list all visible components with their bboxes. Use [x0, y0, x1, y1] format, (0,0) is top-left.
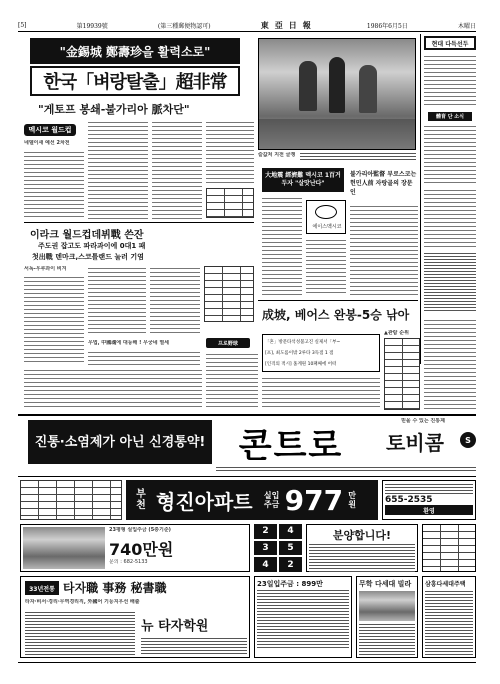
- bulgaria-col: [350, 204, 418, 296]
- villa2-move-in: 23일입주금 : 899만: [257, 580, 323, 588]
- top-story-headline: 한국「벼랑탈출」超非常: [30, 66, 240, 96]
- move-in-cell-6: 2: [279, 557, 302, 572]
- baseball-headline: 成坡, 베어스 완봉-5승 낚아: [262, 308, 410, 322]
- article-text-col-2: [88, 120, 148, 220]
- news-photo: [258, 38, 416, 150]
- apartment-ad-banner: [126, 480, 378, 520]
- move-in-grid: [254, 524, 302, 572]
- school-brand: 뉴 타자학원: [141, 619, 209, 634]
- brand-tobicom-s-mark: S: [460, 432, 476, 448]
- second-story-caption: 우법, 中國魂에 대등해 ! 무궁네 열세: [88, 340, 170, 346]
- villa-contact: 문의 : 682-5133: [109, 559, 148, 565]
- ace-mexico-badge: [306, 200, 346, 234]
- article-text-col-1: [24, 150, 84, 220]
- apartment-price: 977: [284, 483, 344, 517]
- villa-label: 23평형 실입주금 (5층기준): [109, 527, 171, 533]
- section-badge: 멕시코 월드컵: [24, 124, 76, 136]
- school-title: 타자職 事務 秘書職: [63, 581, 167, 595]
- photo-caption-title: 슬값처 지전 글쟁: [258, 152, 296, 158]
- score-table: [206, 188, 254, 218]
- mexico-box: 大地震 經濟難 멕시코 1百거두자 "살맛난다": [262, 168, 344, 192]
- standings-title: ▲관람 순위: [384, 330, 409, 336]
- apartment-price-unit: 만원: [348, 491, 356, 509]
- apartment-price-label: 실입주금: [263, 491, 280, 509]
- footer-rule: [18, 662, 476, 663]
- issue-weekday: 木曜日: [457, 22, 476, 30]
- muhak-villa-title: 무학 다세대 빌라: [359, 580, 412, 588]
- small-headline: 서독-우루과이 비겨: [24, 266, 67, 272]
- story-divider: [24, 222, 254, 223]
- mexico-col-2: [306, 238, 346, 296]
- brand-contro: 콘트로: [238, 425, 344, 466]
- baseball-standings-table: [384, 338, 420, 410]
- villa-ad: [20, 524, 250, 572]
- apartment-price-table: [20, 480, 122, 520]
- sale-ad: [306, 524, 418, 572]
- masthead-title: 東亞日報: [260, 19, 317, 30]
- baseball-note-2: [프], 최도롭이밖 2루타 3득점 1 점: [265, 351, 334, 356]
- baseball-col-2: [262, 376, 380, 410]
- apartment-name: 형진아파트: [156, 489, 253, 514]
- apartment-region: 부천: [136, 489, 146, 511]
- standings-table: [204, 266, 254, 322]
- samheung-villa-title: 삼흥다세대주택: [425, 581, 466, 588]
- villa2-ad: [254, 576, 352, 658]
- issue-number: 第19939號: [76, 22, 108, 30]
- top-story-kicker: "金錫城 鄭壽珍을 활력소로": [30, 38, 240, 64]
- lower-article-text: [24, 368, 202, 410]
- villa-price: 740만원: [109, 540, 174, 559]
- small-table-ad: [422, 524, 476, 572]
- ad-band-rule: [18, 414, 476, 416]
- baseball-badge: 프로野球: [206, 338, 250, 348]
- article-text-col-4: [206, 120, 254, 184]
- second-story-col-3: [150, 266, 200, 336]
- baseball-note-3: [인격의 적시] 홈계원 10패째에 어떠: [265, 362, 337, 367]
- baseball-col-1: [206, 352, 258, 410]
- top-story-subhead: "게토프 봉쇄-불가리아 脈차단": [38, 103, 190, 116]
- article-text-col-3: [152, 120, 202, 220]
- mexico-col-1: [262, 196, 302, 296]
- second-story-headline: 이라크 월드컵데뷔戰 쓴잔: [30, 230, 144, 241]
- ad-fine-print: [216, 466, 476, 472]
- apartment-ad-rule: [18, 476, 476, 477]
- typing-school-ad: [20, 576, 250, 658]
- sidebar-text-4: [424, 252, 476, 312]
- sale-banner: 분양합니다!: [332, 529, 392, 542]
- contact-ad: [382, 480, 476, 520]
- second-story-col-4: [88, 350, 200, 366]
- samheung-villa-ad: [422, 576, 476, 658]
- second-story-col-1: [24, 275, 84, 365]
- sidebar-text-3: [424, 188, 476, 248]
- move-in-cell-3: 3: [254, 541, 277, 556]
- move-in-cell-2: 4: [279, 524, 302, 539]
- sidebar-heading: 현대 다득선두: [424, 36, 476, 50]
- brand-tobicom: 토비콤: [386, 430, 444, 455]
- sidebar-text-5: [424, 318, 476, 410]
- photo-caption-text: [300, 152, 416, 162]
- move-in-cell-5: 4: [254, 557, 277, 572]
- painkiller-ad-headline: 진통·소염제가 아닌 신경통약!: [28, 420, 212, 464]
- school-address: [141, 637, 247, 655]
- header-rule: [18, 31, 476, 32]
- move-in-cell-1: 2: [254, 524, 277, 539]
- baseball-divider: [258, 300, 418, 301]
- second-story-sub1: 주도권 잡고도 파라과이에 0대1 패: [38, 242, 146, 250]
- second-story-col-2: [88, 266, 146, 336]
- ace-mexico-label: 에이스멕시코: [312, 224, 342, 230]
- page-number: [5]: [18, 21, 27, 29]
- baseball-note-1: 「혼」방문타석성불고진 실제서「부~: [265, 340, 341, 345]
- villa-photo: [23, 527, 105, 569]
- brand2-tagline: 믿을 수 있는 진통제: [401, 418, 445, 424]
- contact-phone: 655-2535: [385, 495, 433, 505]
- contact-ad-label: 환영: [385, 505, 473, 515]
- masthead-row: [18, 20, 476, 30]
- school-courses: 타자·비서·경리·무역경리직, 外國어 기능지우선 배출: [25, 599, 140, 605]
- sidebar-sub-heading: 體育 단 소식: [428, 112, 472, 121]
- second-story-sub2: 첫出戰 덴마크,스코틀랜드 눌러 기염: [32, 253, 144, 261]
- sidebar-text-2: [424, 124, 476, 184]
- bulgaria-headline: 불가리아監督 부로스코는 헌민人前 자랑골의 장문인: [350, 171, 417, 196]
- move-in-cell-4: 5: [279, 541, 302, 556]
- baseball-notes-box: [262, 334, 380, 372]
- issue-date: 1986年6月5日: [366, 22, 408, 30]
- registration-note: (第三種郵便物認可): [157, 22, 211, 30]
- school-details: [25, 611, 135, 655]
- muhak-villa-ad: [356, 576, 418, 658]
- top-story-byline: 네델이새 예선 2차전: [24, 140, 70, 146]
- school-tradition-badge: 33년전통: [25, 581, 59, 595]
- sidebar-text-1: [424, 54, 476, 108]
